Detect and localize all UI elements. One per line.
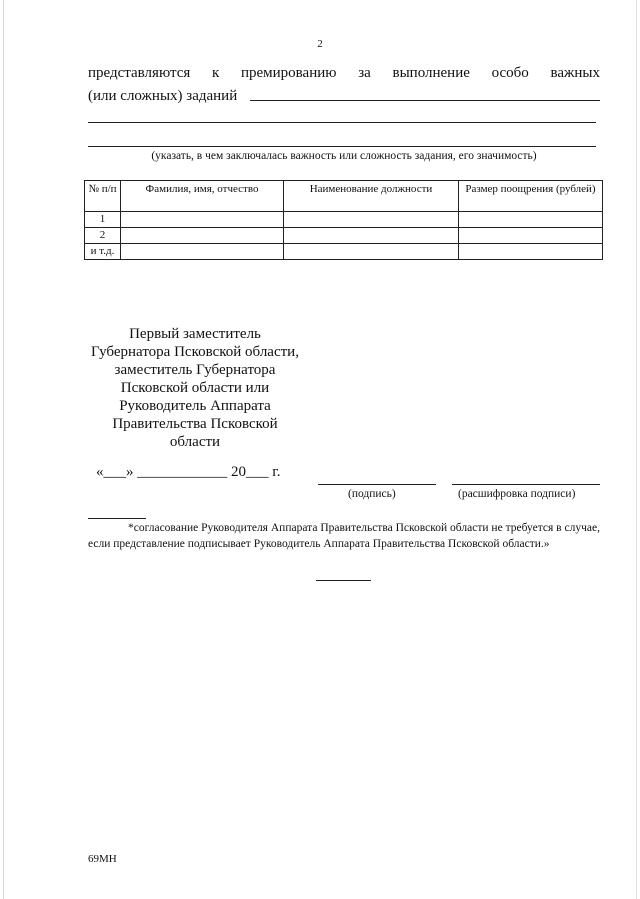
fill-line-task-3 <box>88 146 596 147</box>
intro-line-1: представляются к премированию за выполнение особо важных <box>88 65 600 81</box>
table-row <box>85 228 603 244</box>
header-reward-amount: Размер поощрения (рублей) <box>459 181 603 212</box>
award-table <box>84 180 603 260</box>
footnote: *согласование Руководителя Аппарата Правительства Псковской области не требуется в случае, если представление подписывает Руководитель Аппарата Правительства Псковской области.» <box>88 522 600 550</box>
row-number: 1 <box>85 212 121 228</box>
row-number: 2 <box>85 228 121 244</box>
scan-edge-left <box>3 0 4 899</box>
intro-line-2: (или сложных) заданий <box>88 88 238 104</box>
row-number: и т.д. <box>85 244 121 260</box>
cell-reward-amount <box>459 228 603 244</box>
fill-line-task-2 <box>88 122 596 123</box>
cell-full-name <box>121 228 284 244</box>
table-header-row <box>85 181 603 212</box>
cell-position <box>284 212 459 228</box>
document-code: 69МН <box>88 853 117 865</box>
table-row <box>85 212 603 228</box>
cell-position <box>284 228 459 244</box>
footnote-separator <box>88 518 146 519</box>
signature-decoding-caption: (расшифровка подписи) <box>458 488 576 500</box>
header-number: № п/п <box>85 181 121 212</box>
task-hint: (указать, в чем заключалась важность или сложность задания, его значимость) <box>151 150 537 162</box>
signing-date: «___» ____________ 20___ г. <box>96 464 281 480</box>
cell-full-name <box>121 244 284 260</box>
header-full-name: Фамилия, имя, отчество <box>121 181 284 212</box>
scan-edge-right <box>636 0 637 899</box>
end-of-text-rule <box>316 580 371 581</box>
cell-reward-amount <box>459 212 603 228</box>
signer-title: Первый заместитель Губернатора Псковской области, заместитель Губернатора Псковской области или Руководитель Аппарата Правительства Псковской области <box>91 326 299 450</box>
signature-decoding-line <box>452 484 600 485</box>
cell-reward-amount <box>459 244 603 260</box>
signature-line <box>318 484 436 485</box>
fill-line-task-1 <box>250 100 600 101</box>
page-number: 2 <box>317 38 323 50</box>
header-position: Наименование должности <box>284 181 459 212</box>
cell-full-name <box>121 212 284 228</box>
cell-position <box>284 244 459 260</box>
signature-caption: (подпись) <box>348 488 396 500</box>
table-row <box>85 244 603 260</box>
